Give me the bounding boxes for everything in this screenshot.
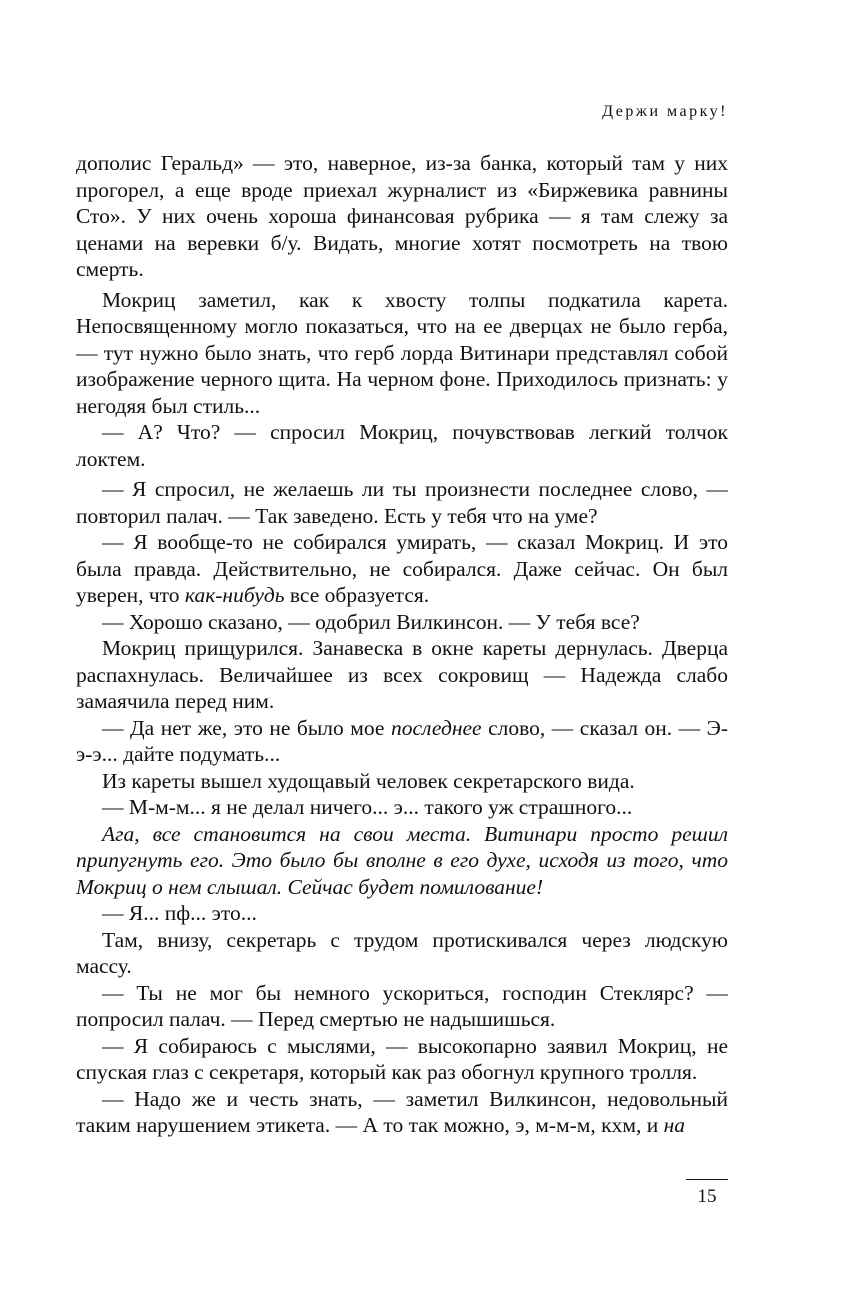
paragraph: [76, 900, 728, 927]
paragraph: [76, 821, 728, 901]
paragraph: [76, 419, 728, 472]
body-text: [76, 150, 728, 1139]
text-run: — Я вообще-то не собирался умирать, — сказал Мокриц. И это была правда. Действительно, не собирался. Даже сейчас. Он был уверен, что: [76, 530, 728, 607]
text-run: слово, — сказал он. — Э-э-э... дайте подумать...: [76, 715, 728, 766]
paragraph: [76, 1086, 728, 1139]
paragraph: [76, 150, 728, 283]
paragraph: [76, 1033, 728, 1086]
text-run: — М-м-м... я не делал ничего... э... такого уж страшного...: [102, 795, 633, 819]
italic-text: на: [663, 1113, 685, 1137]
paragraph: [76, 927, 728, 980]
italic-text: Ага, все становится на свои места. Витинари просто решил припугнуть его. Это было бы вполне в его духе, исходя из того, что Мокриц о нем слышал. Сейчас будет помилование!: [76, 821, 728, 899]
text-run: Там, внизу, секретарь с трудом протискивался через людскую массу.: [76, 927, 728, 978]
text-run: — Надо же и честь знать, — заметил Вилкинсон, недовольный таким нарушением этикета. — А то так можно, э, м-м-м, кхм, и: [76, 1086, 728, 1137]
paragraph: [76, 794, 728, 821]
paragraph: [76, 635, 728, 715]
paragraph: [76, 980, 728, 1033]
paragraph: [76, 287, 728, 420]
folio-rule: [686, 1179, 728, 1180]
text-run: — Хорошо сказано, — одобрил Вилкинсон. — У тебя все?: [102, 609, 640, 634]
text-run: — Да нет же, это не было мое: [102, 715, 391, 740]
text-run: дополис Геральд» — это, наверное, из-за банка, который там у них прогорел, а еще вроде приехал журналист из «Биржевика равнины Сто». У них очень хороша финансовая рубрика — я там слежу за ценами на веревки б/у. Видать, многие хотят посмотреть на твою смерть.: [76, 151, 728, 281]
text-run: все образуется.: [284, 583, 430, 607]
paragraph: [76, 609, 728, 636]
italic-text: как-нибудь: [184, 583, 285, 607]
text-run: — Я собираюсь с мыслями, — высокопарно заявил Мокриц, не спуская глаз с секретаря, который как раз обогнул крупного тролля.: [76, 1033, 728, 1084]
text-run: — Я... пф... это...: [102, 901, 257, 925]
text-run: Из кареты вышел худощавый человек секретарского вида.: [102, 768, 635, 793]
paragraph: [76, 768, 728, 795]
page-number: 15: [697, 1186, 717, 1207]
text-run: — А? Что? — спросил Мокриц, почувствовав легкий толчок локтем.: [76, 420, 728, 471]
italic-text: последнее: [390, 715, 482, 740]
text-run: Мокриц заметил, как к хвосту толпы подкатила карета. Непосвященному могло показаться, что на ее дверцах не было герба, — тут нужно было знать, что герб лорда Витинари представлял собой изображение черного щита. На черном фоне. Приходилось признать: у негодяя был стиль...: [76, 287, 728, 418]
text-run: — Я спросил, не желаешь ли ты произнести последнее слово, — повторил палач. — Так заведено. Есть у тебя что на уме?: [76, 477, 728, 528]
text-run: — Ты не мог бы немного ускориться, господин Стеклярс? — попросил палач. — Перед смертью не надышишься.: [76, 980, 728, 1031]
text-run: Мокриц прищурился. Занавеска в окне кареты дернулась. Дверца распахнулась. Величайшее из всех сокровищ — Надежда слабо замаячила перед ним.: [76, 636, 728, 713]
running-head: Держи марку!: [602, 103, 728, 120]
paragraph: [76, 529, 728, 609]
paragraph: [76, 715, 728, 768]
paragraph: [76, 476, 728, 529]
